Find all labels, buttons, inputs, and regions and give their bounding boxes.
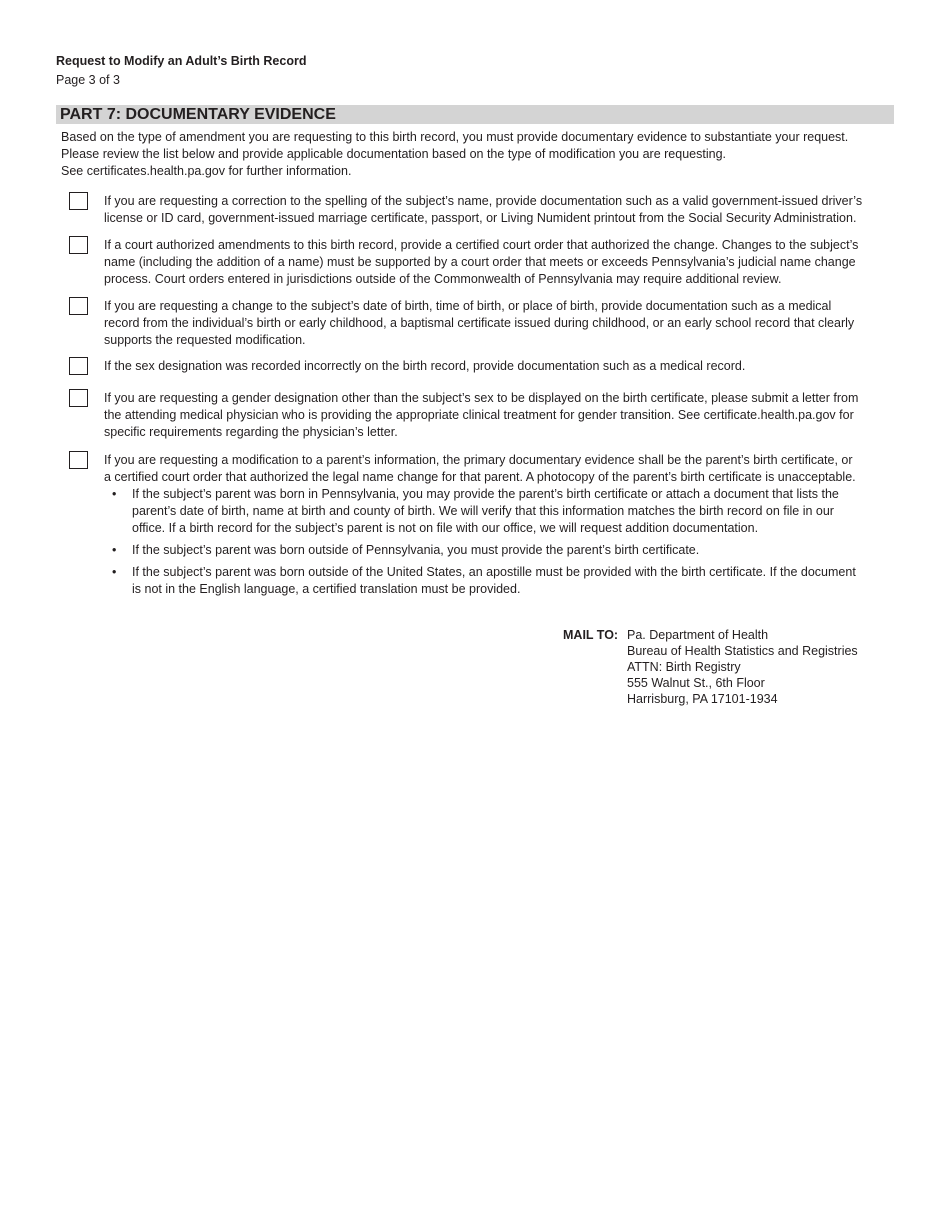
gender-designation-checkbox[interactable] [69, 389, 88, 407]
name-spelling-checkbox[interactable] [69, 192, 88, 210]
evidence-line: supports the requested modification. [104, 333, 306, 347]
bullet-line: parent’s date of birth, name at birth and county of birth. We will verify that this information matches the birth record on file in our [132, 504, 834, 518]
bullet-text [132, 486, 892, 537]
address-line: Pa. Department of Health [627, 628, 769, 642]
birth-details-checkbox[interactable] [69, 297, 88, 315]
bullet-line: If the subject’s parent was born outside of the United States, an apostille must be provided with the birth certificate. If the document [132, 565, 856, 579]
evidence-line: If you are requesting a change to the subject’s date of birth, time of birth, or place of birth, provide documentation such as a medical [104, 299, 832, 313]
address-line: Bureau of Health Statistics and Registries [627, 644, 858, 658]
bullet-line: is not in the English language, a certified translation must be provided. [132, 582, 521, 596]
address-line: Harrisburg, PA 17101-1934 [627, 692, 778, 706]
section-title: PART 7: DOCUMENTARY EVIDENCE [60, 106, 336, 123]
evidence-item-text [104, 298, 894, 349]
evidence-line: name (including the addition of a name) must be supported by a court order that meets or exceeds Pennsylvania’s judicial name change [104, 255, 856, 269]
bullet-text [132, 564, 892, 598]
evidence-line: If you are requesting a correction to the spelling of the subject’s name, provide documentation such as a valid government-issued driver’s [104, 194, 863, 208]
evidence-line: If you are requesting a gender designation other than the subject’s sex to be displayed on the birth certificate, please submit a letter from [104, 391, 859, 405]
intro-line: Based on the type of amendment you are requesting to this birth record, you must provide documentary evidence to substantiate your request. [61, 130, 849, 144]
evidence-item-text [104, 390, 894, 441]
evidence-line: the attending medical physician who is providing the appropriate clinical treatment for gender transition. See certificate.health.pa.gov for [104, 408, 854, 422]
evidence-item-text [104, 237, 894, 288]
evidence-line: If you are requesting a modification to a parent’s information, the primary documentary evidence shall be the parent’s birth certificate, or [104, 453, 853, 467]
mailing-address [627, 627, 858, 707]
section-header-bar [56, 105, 894, 124]
document-title: Request to Modify an Adult’s Birth Record [56, 54, 307, 68]
evidence-line: If the sex designation was recorded incorrectly on the birth record, provide documentation such as a medical record. [104, 359, 746, 373]
evidence-line: If a court authorized amendments to this birth record, provide a certified court order that authorized the change. Changes to the subject’s [104, 238, 859, 252]
bullet-text [132, 542, 892, 559]
court-order-checkbox[interactable] [69, 236, 88, 254]
parent-info-checkbox[interactable] [69, 451, 88, 469]
sex-designation-checkbox[interactable] [69, 357, 88, 375]
address-line: 555 Walnut St., 6th Floor [627, 676, 765, 690]
bullet-icon: • [112, 543, 117, 557]
bullet-icon: • [112, 487, 117, 501]
bullet-line: If the subject’s parent was born outside of Pennsylvania, you must provide the parent’s birth certificate. [132, 543, 700, 557]
section-intro [61, 129, 891, 180]
mail-to-label: MAIL TO: [563, 628, 619, 642]
evidence-item-text [104, 452, 894, 486]
bullet-line: office. If a birth record for the subject’s parent is not on file with our office, we will request addition documentation. [132, 521, 759, 535]
bullet-icon: • [112, 565, 117, 579]
evidence-line: record from the individual’s birth or early childhood, a baptismal certificate issued during childhood, or an early school record that clearly [104, 316, 855, 330]
page-number: Page 3 of 3 [56, 73, 120, 87]
evidence-item-text [104, 193, 894, 227]
bullet-line: If the subject’s parent was born in Pennsylvania, you may provide the parent’s birth certificate or attach a document that lists the [132, 487, 839, 501]
evidence-item-text [104, 358, 894, 375]
intro-line: See certificates.health.pa.gov for further information. [61, 164, 352, 178]
evidence-line: specific requirements regarding the physician’s letter. [104, 425, 398, 439]
address-line: ATTN: Birth Registry [627, 660, 741, 674]
evidence-line: process. Court orders entered in jurisdictions outside of the Commonwealth of Pennsylvania may require additional review. [104, 272, 782, 286]
evidence-line: license or ID card, government-issued marriage certificate, passport, or Living Numident printout from the Social Security Administration. [104, 211, 857, 225]
intro-line: Please review the list below and provide applicable documentation based on the type of modification you are requesting. [61, 147, 726, 161]
evidence-line: a certified court order that authorized the legal name change for that parent. A photocopy of the parent’s birth certificate is unacceptable. [104, 470, 856, 484]
